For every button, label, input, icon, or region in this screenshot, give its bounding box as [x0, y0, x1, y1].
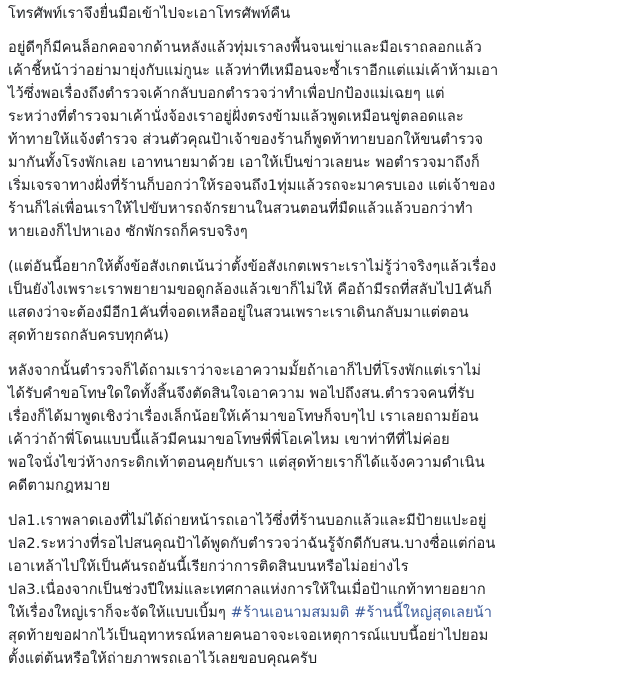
- text-line: ปล1.เราพลาดเองที่ไม่ได้ถ่ายหน้ารถเอาไว้ซึ่งที่ร้านบอกแล้วและมีป้ายแปะอยู่: [8, 512, 487, 529]
- text-line: ท้าทายให้แจ้งตำรวจ ส่วนตัวคุณป้าเจ้าของร้านก็พูดท้าทายบอกให้ขนตำรวจ: [8, 131, 484, 148]
- text-line: ระหว่างที่ตำรวจมาเค้านั่งจ้องเราอยู่ฝั่งตรงข้ามแล้วพูดเหมือนขู่ตลอดและ: [8, 108, 464, 125]
- text-line: เค้าว่าถ้าพี่โดนแบบนี้แล้วมีคนมาขอโทษพี่พี่โอเคไหม เขาท่าทีที่ไม่ค่อย: [8, 431, 450, 448]
- text-line: เริ่มเจรจาทางฝั่งที่ร้านก็บอกว่าให้รอจนถึง1ทุ่มแล้วรถจะมาครบเอง แต่เจ้าของ: [8, 177, 496, 194]
- text-line: มากันทั้งโรงพักเลย เอาทนายมาด้วย เอาให้เป็นข่าวเลยนะ พอตำรวจมาถึงก็: [8, 154, 480, 171]
- text-line: ปล3.เนื่องจากเป็นช่วงปีใหม่และเทศกาลแห่งการให้ในเมื่อป้าแกท้าทายอยาก: [8, 581, 486, 598]
- text-segment: ให้เรื่องใหญ่เราก็จะจัดให้แบบเบิ้มๆ: [8, 604, 231, 621]
- text-line: (แต่อันนี้อยากให้ตั้งข้อสังเกตเน้นว่าตั้งข้อสังเกตเพราะเราไม่รู้ว่าจริงๆแล้วเรื่อง: [8, 258, 497, 275]
- post-paragraph-2: [8, 36, 618, 243]
- text-line: หลังจากนั้นตำรวจก็ได้ถามเราว่าจะเอาความมั้ยถ้าเอาก็ไปที่โรงพักแต่เราไม่: [8, 362, 482, 379]
- text-line: หายเองก็ไปหาเอง ซักพักรถก็ครบจริงๆ: [8, 223, 248, 240]
- text-line: สุดท้ายรถกลับครบทุกคัน): [8, 327, 170, 344]
- text-line: ได้รับคำขอโทษใดใดทั้งสิ้นจึงตัดสินใจเอาความ พอไปถึงสน.ตำรวจคนที่รับ: [8, 385, 475, 402]
- post-paragraph-5: [8, 509, 618, 670]
- post-paragraph-3: [8, 255, 618, 347]
- post-paragraph-4: [8, 359, 618, 497]
- text-line: เค้าชี้หน้าว่าอย่ามายุ่งกับแม่กูนะ แล้วท่าทีเหมือนจะซ้ำเราอีกแต่แม่เค้าห้ามเอา: [8, 62, 499, 79]
- text-line: แสดงว่าจะต้องมีอีก1คันที่จอดเหลืออยู่ในสวนเพราะเราเดินกลับมาแต่ตอน: [8, 304, 469, 321]
- text-line: พอใจนั่งไขว่ห้างกระดิกเท้าตอนคุยกับเรา แต่สุดท้ายเราก็ได้แจ้งความดำเนิน: [8, 454, 485, 471]
- text-line-with-hashtags: [8, 601, 618, 624]
- text-line: เอาเหล้าไปให้เป็นคันรถอันนี้เรียกว่าการติดสินบนหรือไม่อย่างไร: [8, 558, 409, 575]
- post-paragraph-1: [8, 2, 618, 25]
- text-line: ตั้งแต่ต้นหรือให้ถ่ายภาพรถเอาไว้เลยขอบคุณครับ: [8, 650, 318, 667]
- hashtag-link-1[interactable]: #ร้านเอนามสมมติ: [230, 604, 350, 621]
- text-line: เรื่องก็ได้มาพูดเชิงว่าเรื่องเล็กน้อยให้เค้ามาขอโทษก็จบๆไป เราเลยถามย้อน: [8, 408, 479, 425]
- text-line: อยู่ดีๆก็มีคนล็อกคอจากด้านหลังแล้วทุ่มเราลงพื้นจนเข่าและมือเราถลอกแล้ว: [8, 39, 482, 56]
- text-line: ปล2.ระหว่างที่รอไปสนคุณป้าได้พูดกับตำรวจว่าฉันรู้จักดีกับสน.บางซื่อแต่ก่อน: [8, 535, 496, 552]
- text-line: โทรศัพท์เราจึงยื่นมือเข้าไปจะเอาโทรศัพท์คืน: [8, 5, 291, 22]
- text-line: ไว้ซึ่งพอเรื่องถึงตำรวจเค้ากลับบอกตำรวจว่าทำเพื่อปกป้องแม่เฉยๆ แต่: [8, 85, 445, 102]
- text-line: เป็นยังไงเพราะเราพยายามขอดูกล้องแล้วเขาก็ไม่ให้ คือถ้ามีรถที่สลับไป1คันก็: [8, 281, 493, 298]
- text-line: สุดท้ายขอฝากไว้เป็นอุทาหรณ์หลายคนอาจจะเจอเหตุการณ์แบบนี้อย่าไปยอม: [8, 627, 489, 644]
- text-line: ร้านก็ไล่เพื่อนเราให้ไปขับหารถจักรยานในสวนตอนที่มืดแล้วแล้วบอกว่าทำ: [8, 200, 473, 217]
- text-line: คดีตามกฎหมาย: [8, 477, 111, 494]
- hashtag-link-2[interactable]: #ร้านนี้ใหญ่สุดเลยน้า: [354, 604, 493, 621]
